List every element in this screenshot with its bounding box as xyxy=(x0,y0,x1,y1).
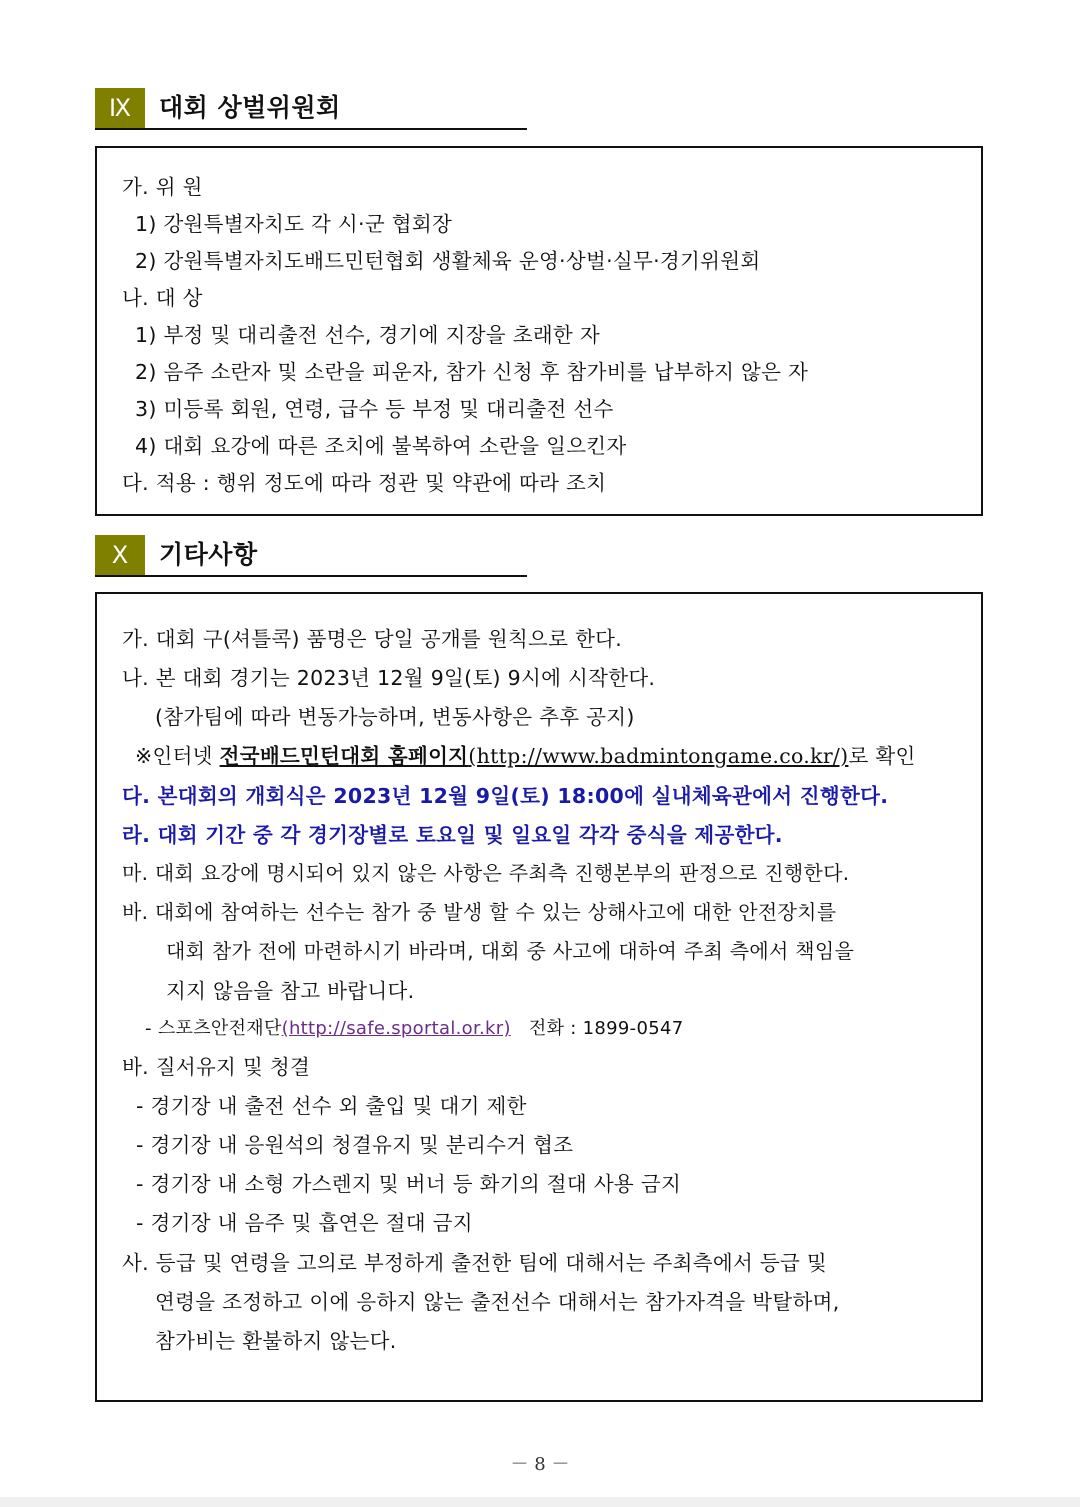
section-9-line: 1) 부정 및 대리출전 선수, 경기에 지장을 초래한 자 xyxy=(135,323,600,347)
safety-foundation-phone: 전화 : 1899-0547 xyxy=(528,1018,684,1039)
section-9-line: 3) 미등록 회원, 연령, 급수 등 부정 및 대리출전 선수 xyxy=(135,397,614,421)
section-9-line: 가. 위 원 xyxy=(122,175,203,199)
section-10-line: 나. 본 대회 경기는 2023년 12월 9일(토) 9시에 시작한다. xyxy=(122,666,656,690)
section-10-line: 마. 대회 요강에 명시되어 있지 않은 사항은 주최측 진행본부의 판정으로 진행한다. xyxy=(122,861,850,885)
section-9-line: 다. 적용 : 행위 정도에 따라 정관 및 약관에 따라 조치 xyxy=(122,471,607,495)
safety-foundation-line xyxy=(145,1014,684,1040)
section-9-number: Ⅸ xyxy=(95,88,145,128)
section-10-line: 대회 참가 전에 마련하시기 바라며, 대회 중 사고에 대하여 주최 측에서 책임을 xyxy=(166,939,855,963)
section-9-title: 대회 상벌위원회 xyxy=(159,93,341,122)
section-9-line: 2) 강원특별자치도배드민턴협회 생활체육 운영·상벌·실무·경기위원회 xyxy=(135,249,761,273)
homepage-note xyxy=(135,739,916,769)
section-9-line: 1) 강원특별자치도 각 시·군 협회장 xyxy=(135,212,453,236)
section-9-line: 나. 대 상 xyxy=(122,286,203,310)
homepage-link-label[interactable]: 전국배드민턴대회 홈페이지 xyxy=(219,744,469,768)
section-9-header xyxy=(95,88,527,130)
section-10-line: - 경기장 내 출전 선수 외 출입 및 대기 제한 xyxy=(136,1094,527,1118)
homepage-note-suffix: 로 확인 xyxy=(848,744,916,768)
opening-ceremony-line: 다. 본대회의 개회식은 2023년 12월 9일(토) 18:00에 실내체육관에서 진행한다. xyxy=(122,784,889,808)
safety-foundation-label: - 스포츠안전재단 xyxy=(145,1018,282,1039)
bottom-divider xyxy=(0,1497,1080,1507)
section-10-line: (참가팀에 따라 변동가능하며, 변동사항은 추후 공지) xyxy=(155,705,635,729)
section-10-title: 기타사항 xyxy=(159,540,258,569)
section-10-number: Ⅹ xyxy=(95,535,145,575)
homepage-note-prefix: ※인터넷 xyxy=(135,744,220,768)
section-10-line: 가. 대회 구(셔틀콕) 품명은 당일 공개를 원칙으로 한다. xyxy=(122,627,623,651)
section-10-line: 지지 않음을 참고 바랍니다. xyxy=(166,979,415,1003)
section-10-line: 참가비는 환불하지 않는다. xyxy=(155,1329,397,1353)
section-9-line: 4) 대회 요강에 따른 조치에 불복하여 소란을 일으킨자 xyxy=(135,434,627,458)
lunch-line: 라. 대회 기간 중 각 경기장별로 토요일 및 일요일 각각 중식을 제공한다. xyxy=(122,823,783,847)
page-number: － 8 － xyxy=(510,1454,570,1475)
safety-foundation-url[interactable]: (http://safe.sportal.or.kr) xyxy=(281,1018,511,1039)
section-10-line: 바. 질서유지 및 청결 xyxy=(122,1055,311,1079)
homepage-url[interactable]: (http://www.badmintongame.co.kr/) xyxy=(468,744,849,768)
section-10-line: 사. 등급 및 연령을 고의로 부정하게 출전한 팀에 대해서는 주최측에서 등급 및 xyxy=(122,1251,827,1275)
section-10-line: 바. 대회에 참여하는 선수는 참가 중 발생 할 수 있는 상해사고에 대한 안전장치를 xyxy=(122,900,837,924)
section-10-line: - 경기장 내 응원석의 청결유지 및 분리수거 협조 xyxy=(136,1133,574,1157)
section-10-line: - 경기장 내 음주 및 흡연은 절대 금지 xyxy=(136,1211,473,1235)
section-10-header xyxy=(95,535,527,577)
section-9-line: 2) 음주 소란자 및 소란을 피운자, 참가 신청 후 참가비를 납부하지 않은 자 xyxy=(135,360,809,384)
section-10-line: - 경기장 내 소형 가스렌지 및 버너 등 화기의 절대 사용 금지 xyxy=(136,1172,682,1196)
section-10-line: 연령을 조정하고 이에 응하지 않는 출전선수 대해서는 참가자격을 박탈하며, xyxy=(155,1290,840,1314)
